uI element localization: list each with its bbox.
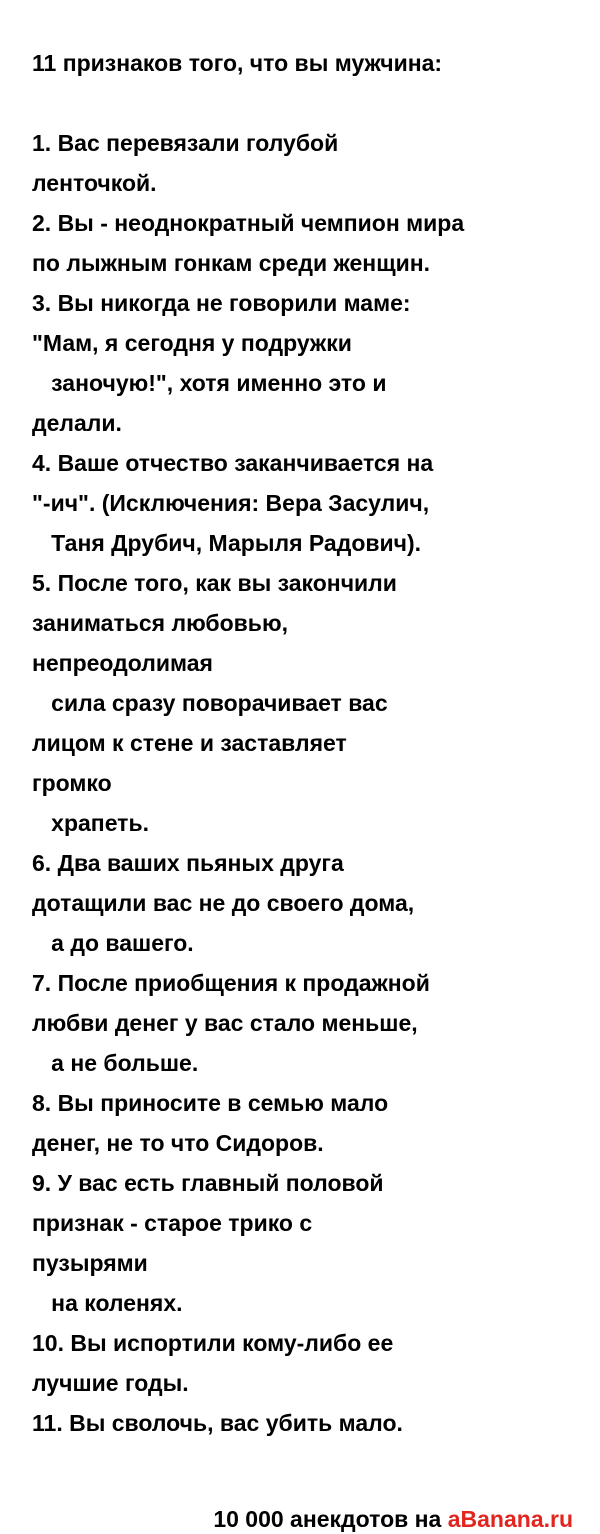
text-line: 5. После того, как вы закончили (32, 570, 397, 596)
text-line: 8. Вы приносите в семью мало (32, 1090, 389, 1116)
text-line: лицом к стене и заставляет (32, 730, 347, 756)
text-line: заночую!", хотя именно это и (32, 370, 387, 396)
text-line: признак - старое трико с (32, 1210, 313, 1236)
text-line: "Мам, я сегодня у подружки (32, 330, 352, 356)
text-line: 7. После приобщения к продажной (32, 970, 430, 996)
text-line: 4. Ваше отчество заканчивается на (32, 450, 434, 476)
footer-prefix: 10 000 анекдотов на (213, 1506, 448, 1532)
text-line: а не больше. (32, 1050, 199, 1076)
text-line: любви денег у вас стало меньше, (32, 1010, 418, 1036)
text-line: а до вашего. (32, 930, 194, 956)
text-line: денег, не то что Сидоров. (32, 1130, 324, 1156)
text-line: по лыжным гонкам среди женщин. (32, 250, 431, 276)
blank-line (32, 83, 592, 123)
text-line: 6. Два ваших пьяных друга (32, 850, 344, 876)
text-line: 2. Вы - неоднократный чемпион мира (32, 210, 465, 236)
text-line: 10. Вы испортили кому-либо ее (32, 1330, 394, 1356)
footer-credit (201, 1474, 573, 1534)
text-line: сила сразу поворачивает вас (32, 690, 388, 716)
site-brand-link[interactable]: aBanana.ru (447, 1506, 573, 1532)
joke-title: 11 признаков того, что вы мужчина: (32, 50, 443, 76)
text-line: 3. Вы никогда не говорили маме: (32, 290, 411, 316)
text-line: делали. (32, 410, 122, 436)
joke-text (32, 43, 592, 1443)
text-line: пузырями (32, 1250, 148, 1276)
text-line: непреодолимая (32, 650, 213, 676)
text-line: дотащили вас не до своего дома, (32, 890, 415, 916)
text-line: лучшие годы. (32, 1370, 189, 1396)
text-line: ленточкой. (32, 170, 157, 196)
text-line: 9. У вас есть главный половой (32, 1170, 384, 1196)
text-line: храпеть. (32, 810, 149, 836)
text-line: на коленях. (32, 1290, 183, 1316)
text-line: Таня Друбич, Марыля Радович). (32, 530, 422, 556)
text-line: 1. Вас перевязали голубой (32, 130, 339, 156)
text-line: громко (32, 770, 112, 796)
text-line: "-ич". (Исключения: Вера Засулич, (32, 490, 430, 516)
text-line: 11. Вы сволочь, вас убить мало. (32, 1410, 403, 1436)
text-line: заниматься любовью, (32, 610, 288, 636)
